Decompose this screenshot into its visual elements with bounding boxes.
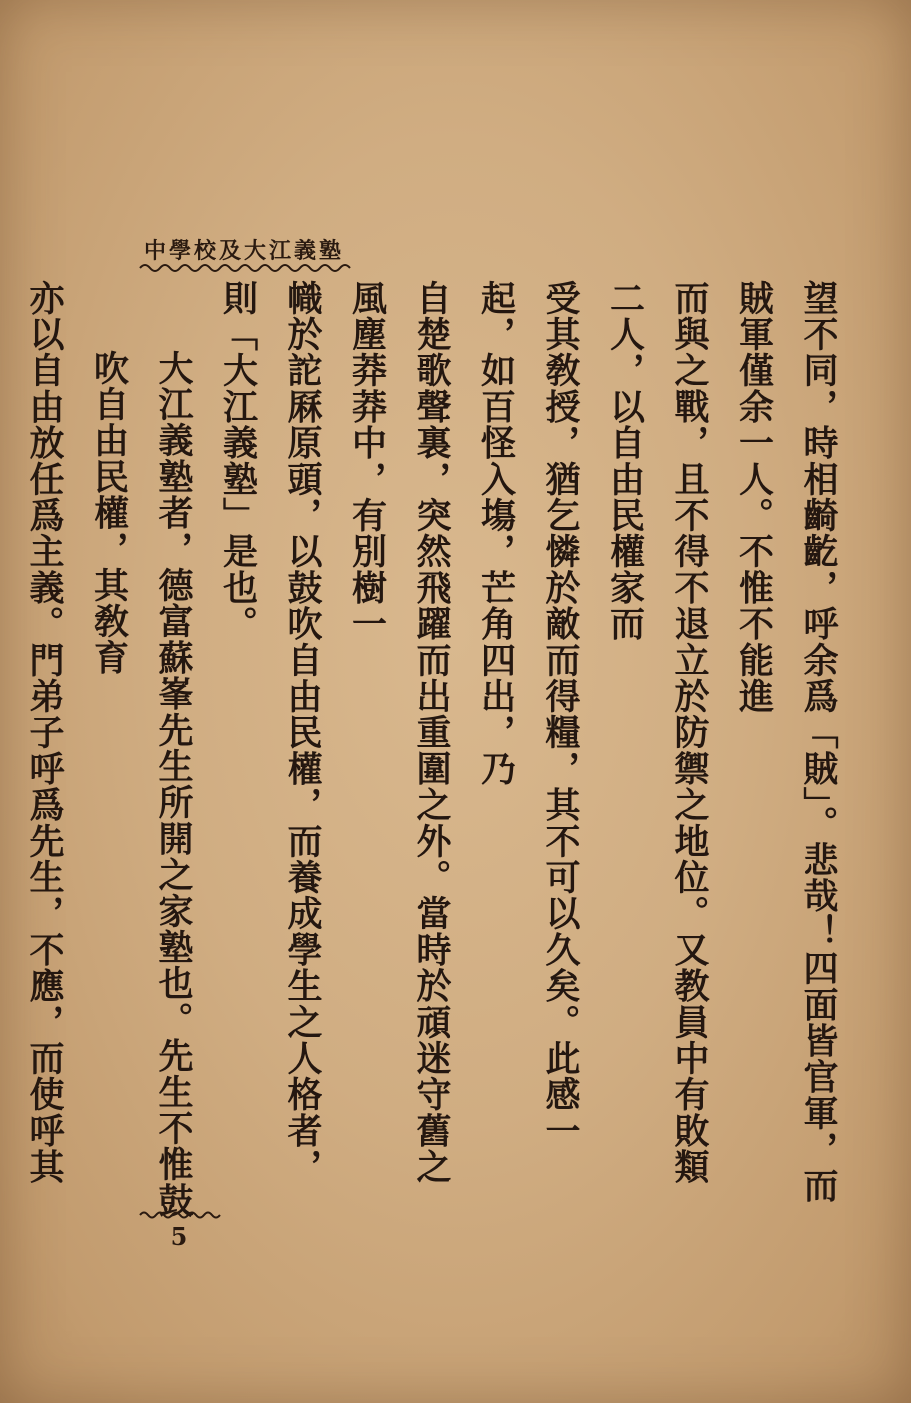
text-column: 幟於詑厤原頭，以鼓吹自由民權，而養成學生之人格者，則「大江義塾」是也。 [217, 280, 323, 1185]
body-text [24, 280, 850, 1220]
running-head: 中學校及大江義塾 [143, 238, 344, 264]
footer-wavy-rule [140, 1210, 220, 1220]
text-column: 自楚歌聲裏，突然飛躍而出重圍之外。當時於頑迷守舊之風塵莽莽中，有別樹一 [346, 280, 452, 1185]
text-column: 大江義塾者，德富蘇峯先生所開之家塾也。先生不惟鼓吹自由民權，其敎育 [88, 350, 194, 1219]
text-column: 受其敎授，猶乞憐於敵而得糧，其不可以久矣。此感一起，如百怪入塲，芒角四出，乃 [475, 280, 581, 1149]
text-column: 而與之戰，且不得不退立於防禦之地位。又教員中有敗類二人，以自由民權家而 [604, 280, 710, 1185]
header-wavy-rule [140, 262, 350, 274]
page-number: 5 [170, 1222, 188, 1251]
text-column: 亦以自由放任爲主義。門弟子呼爲先生，不應，而使呼其 [24, 280, 65, 1185]
text-column: 望不同，時相齮齕，呼余爲「賊」。悲哉！四面皆官軍，而賊軍僅余一人。不惟不能進 [733, 280, 839, 1204]
